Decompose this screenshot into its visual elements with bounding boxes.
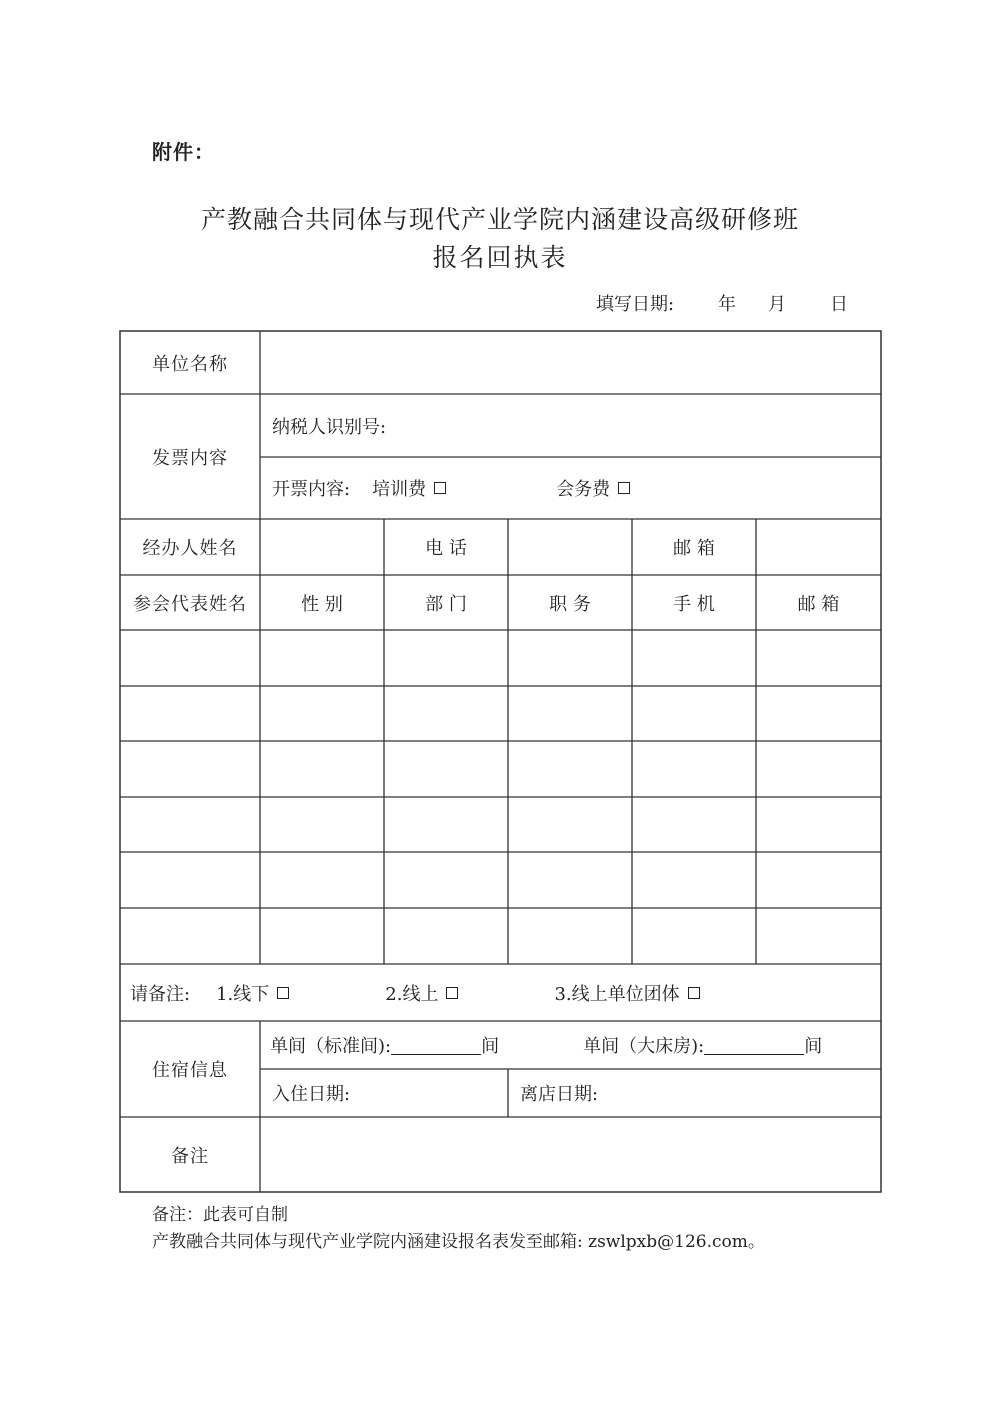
fill-date-label: 填写日期: [596,294,675,315]
attendee-department-cell[interactable] [384,852,508,908]
attendee-email-cell[interactable] [756,741,881,797]
attendee-position-cell[interactable] [508,908,632,964]
handler-phone-field[interactable] [508,519,632,575]
attendee-mobile-cell[interactable] [632,630,756,686]
attendee-gender-cell[interactable] [260,741,384,797]
attachment-label: 附件： [152,140,215,164]
handler-email-field[interactable] [756,519,881,575]
unit-name-field[interactable] [260,331,881,394]
attendee-email-cell[interactable] [756,797,881,852]
attendee-mobile-cell[interactable] [632,686,756,741]
attendee-header-mobile: 手 机 [673,593,715,615]
attendee-mobile-cell[interactable] [632,852,756,908]
attendee-mobile-cell[interactable] [632,741,756,797]
attendee-department-cell[interactable] [384,741,508,797]
attendee-header-gender: 性 别 [301,593,343,615]
option-offline-checkbox[interactable] [277,987,289,999]
attendee-position-cell[interactable] [508,630,632,686]
form-title: 产教融合共同体与现代产业学院内涵建设高级研修班 [200,205,799,234]
attendee-name-cell[interactable] [120,686,260,741]
attendee-mobile-cell[interactable] [632,797,756,852]
meeting-fee-checkbox[interactable] [618,482,630,494]
fill-date-month: 月 [768,294,786,315]
fill-date-year: 年 [718,294,736,315]
unit-name-label: 单位名称 [152,353,228,375]
attendee-gender-cell[interactable] [260,630,384,686]
attendee-position-cell[interactable] [508,741,632,797]
attendee-gender-cell[interactable] [260,686,384,741]
single-standard-label: 单间（标准间): [270,1036,392,1057]
single-king-unit: 间 [804,1036,823,1057]
attendee-gender-cell[interactable] [260,797,384,852]
attendee-name-cell[interactable] [120,797,260,852]
checkout-date-field[interactable] [520,1069,875,1117]
attendee-name-cell[interactable] [120,908,260,964]
invoice-content-row [272,457,872,519]
attendee-email-cell[interactable] [756,852,881,908]
attendee-mobile-cell[interactable] [632,908,756,964]
lodging-label: 住宿信息 [152,1060,228,1081]
attendee-email-cell[interactable] [756,908,881,964]
attendee-email-cell[interactable] [756,630,881,686]
footer-email-line: 产教融合共同体与现代产业学院内涵建设报名表发至邮箱: zswlpxb@126.com。 [152,1232,765,1252]
attendee-name-cell[interactable] [120,852,260,908]
option-online-label: 2.线上 [385,983,439,1005]
attendee-name-cell[interactable] [120,630,260,686]
option-offline-label: 1.线下 [216,983,270,1005]
attendee-header-department: 部 门 [425,593,467,615]
attendee-gender-cell[interactable] [260,908,384,964]
remarks-options-label: 请备注: [130,983,191,1005]
attendee-position-cell[interactable] [508,686,632,741]
attendee-position-cell[interactable] [508,797,632,852]
handler-name-field[interactable] [260,519,384,575]
option-online-group-label: 3.线上单位团体 [554,983,680,1005]
attendee-email-cell[interactable] [756,686,881,741]
handler-phone-label: 电 话 [425,538,467,559]
invoice-content-label: 开票内容: [272,479,351,500]
fill-date-day: 日 [830,294,848,315]
footer-note: 备注：此表可自制 [152,1205,288,1225]
training-fee-checkbox[interactable] [434,482,446,494]
attendee-department-cell[interactable] [384,630,508,686]
meeting-fee-label: 会务费 [556,479,611,500]
remarks-options-row [130,964,875,1021]
invoice-label: 发票内容 [152,447,228,469]
single-standard-unit: 间 [481,1036,500,1057]
single-standard-count-field[interactable] [391,1036,481,1055]
checkin-date-label: 入住日期: [272,1084,351,1105]
notes-field[interactable] [260,1117,881,1192]
option-online-group-checkbox[interactable] [688,987,700,999]
option-online-checkbox[interactable] [446,987,458,999]
attendee-department-cell[interactable] [384,797,508,852]
attendee-header-email: 邮 箱 [797,593,840,615]
lodging-rooms-row [270,1021,875,1069]
checkout-date-label: 离店日期: [520,1084,599,1105]
form-subtitle: 报名回执表 [432,243,568,272]
attendee-header-name: 参会代表姓名 [133,593,247,615]
attendee-department-cell[interactable] [384,686,508,741]
attendee-header-position: 职 务 [549,593,591,615]
notes-label: 备注 [171,1145,209,1167]
attendee-department-cell[interactable] [384,908,508,964]
checkin-date-field[interactable] [272,1069,502,1117]
training-fee-label: 培训费 [372,479,427,500]
taxpayer-id-field[interactable] [272,394,872,457]
attendee-gender-cell[interactable] [260,852,384,908]
single-king-count-field[interactable] [704,1036,804,1055]
single-king-label: 单间（大床房): [583,1036,705,1057]
attendee-name-cell[interactable] [120,741,260,797]
handler-name-label: 经办人姓名 [142,538,238,559]
attendee-position-cell[interactable] [508,852,632,908]
handler-email-label: 邮 箱 [673,538,715,559]
taxpayer-id-label: 纳税人识别号: [272,416,387,438]
